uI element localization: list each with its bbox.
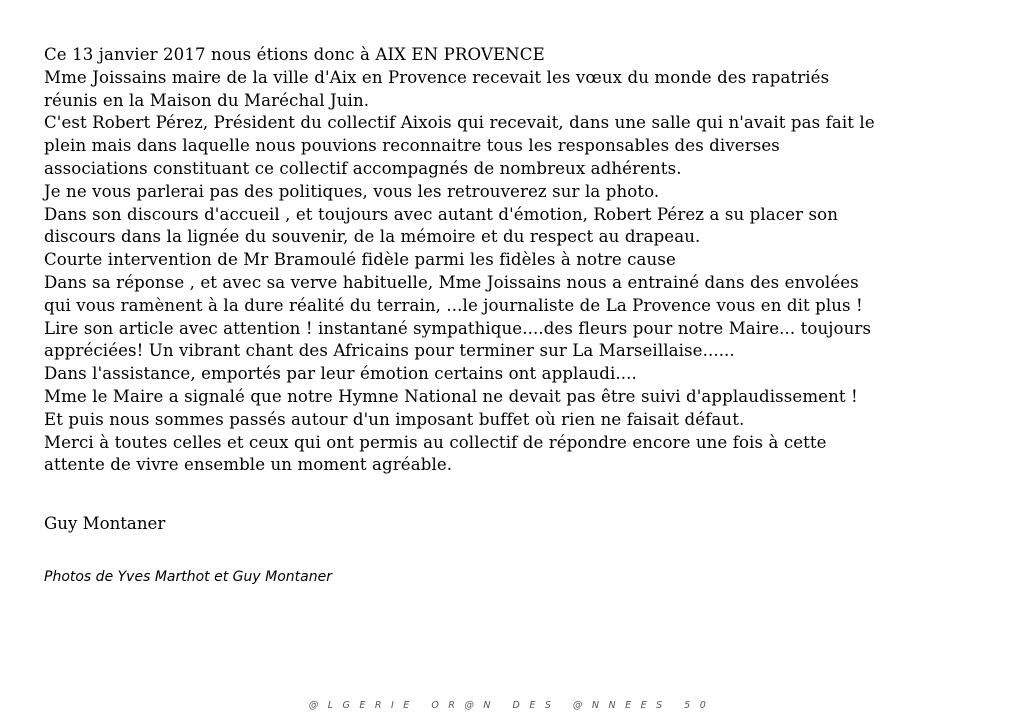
- article-line: qui vous ramènent à la dure réalité du terrain, ...le journaliste de La Provence vous en dit plus !: [44, 295, 863, 315]
- article-line: C'est Robert Pérez, Président du collectif Aixois qui recevait, dans une salle qui n'avait pas fait le: [44, 113, 875, 133]
- article-line: Dans l'assistance, emportés par leur émotion certains ont applaudi....: [44, 364, 637, 384]
- article-line: réunis en la Maison du Maréchal Juin.: [44, 90, 370, 110]
- article-line: Dans son discours d'accueil , et toujours avec autant d'émotion, Robert Pérez a su placer son: [44, 204, 838, 224]
- article-line: associations constituant ce collectif accompagnés de nombreux adhérents.: [44, 158, 682, 178]
- article-line: Courte intervention de Mr Bramoulé fidèle parmi les fidèles à notre cause: [44, 250, 676, 270]
- article-line: discours dans la lignée du souvenir, de la mémoire et du respect au drapeau.: [44, 227, 701, 247]
- article-line: Dans sa réponse , et avec sa verve habituelle, Mme Joissains nous a entrainé dans des envolées: [44, 272, 859, 292]
- article-line: Je ne vous parlerai pas des politiques, vous les retrouverez sur la photo.: [44, 181, 660, 201]
- article-line: Et puis nous sommes passés autour d'un imposant buffet où rien ne faisait défaut.: [44, 409, 745, 429]
- article-line: plein mais dans laquelle nous pouvions reconnaitre tous les responsables des diverses: [44, 136, 780, 156]
- article-line: Mme Joissains maire de la ville d'Aix en Provence recevait les vœux du monde des rapatriés: [44, 67, 830, 87]
- article-line: Ce 13 janvier 2017 nous étions donc à AIX EN PROVENCE: [44, 45, 545, 64]
- article-body: [44, 44, 1004, 477]
- article-line: Merci à toutes celles et ceux qui ont permis au collectif de répondre encore une fois à cette: [44, 432, 827, 452]
- article-line: Mme le Maire a signalé que notre Hymne National ne devait pas être suivi d'applaudissement !: [44, 386, 858, 406]
- article-line: attente de vivre ensemble un moment agréable.: [44, 455, 453, 475]
- photo-credits: Photos de Yves Marthot et Guy Montaner: [44, 569, 332, 585]
- article-line: Lire son article avec attention ! instantané sympathique....des fleurs pour notre Maire... toujours: [44, 318, 872, 338]
- author-signature: Guy Montaner: [44, 514, 166, 533]
- article-line: appréciées! Un vibrant chant des Africains pour terminer sur La Marseillaise......: [44, 341, 735, 361]
- page-footer: @LGERIE OR@N DES @NNEES 50: [308, 700, 716, 711]
